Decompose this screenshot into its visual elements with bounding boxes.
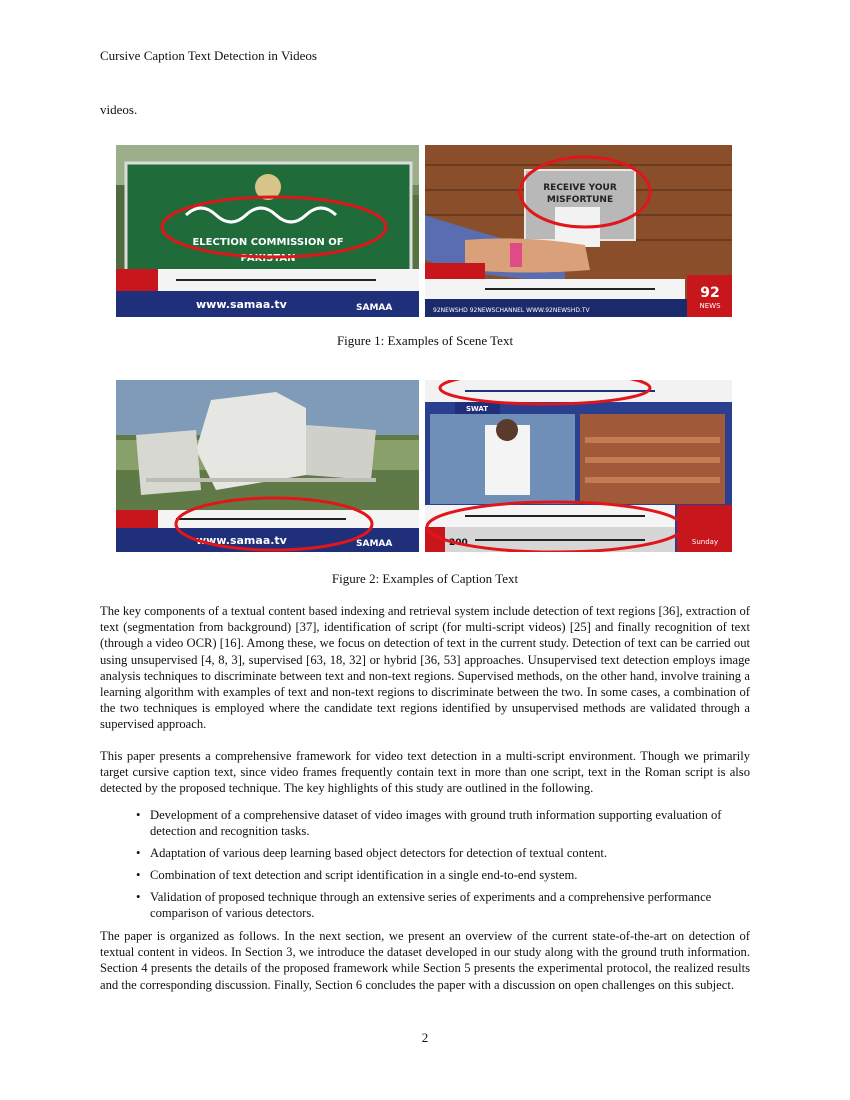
svg-text:92: 92 <box>700 285 720 301</box>
paragraph-components: The key components of a textual content based indexing and retrieval system include detection of text regions [36], extraction of text (segmentation from background) [37], identification of script (for multi-script videos) [25] and finally recognition of text (through a video OCR) [16]. Among these, we focus on detection of text in the current study. Detection of text can be carried out using unsupervised [4, 8, 3], supervised [63, 18, 32] or hybrid [36, 53] approaches. Unsupervised text detection employs image analysis techniques to discriminate between text and non-text regions. Supervised methods, on the other hand, involve training a learning algorithm with examples of text and non-text regions to discriminate between the two. In some cases, a combination of the two techniques is employed where the candidate text regions identified by unsupervised methods are validated through a supervised approach. <box>100 604 750 732</box>
news-footer: 92NEWSHD 92NEWSCHANNEL WWW.92NEWSHD.TV <box>433 307 590 314</box>
supreme-court-building <box>196 392 306 490</box>
svg-text:NEWS: NEWS <box>699 302 721 310</box>
samaa-url: www.samaa.tv <box>196 298 287 311</box>
list-item: • Adaptation of various deep learning based object detectors for detection of textual content. <box>136 846 608 860</box>
figure-1-left-image <box>116 145 419 317</box>
location-tag: SWAT <box>465 405 489 413</box>
figure-2 <box>116 380 732 552</box>
page-number: 2 <box>421 1030 429 1045</box>
card-line-2: MISFORTUNE <box>546 195 614 205</box>
running-title: Cursive Caption Text Detection in Videos <box>100 48 317 63</box>
sign-line-2: PAKISTAN <box>240 253 296 264</box>
samaa-logo: SAMAA <box>356 303 393 313</box>
figure-1-caption: Figure 1: Examples of Scene Text <box>336 333 514 348</box>
figure-2-caption: Figure 2: Examples of Caption Text <box>331 571 519 586</box>
highlights-list <box>136 807 750 927</box>
list-item: • Combination of text detection and script identification in a single end-to-end system. <box>136 868 578 882</box>
svg-text:Sunday: Sunday <box>691 538 719 546</box>
ticker-number: 200 <box>449 538 468 548</box>
card-line-1: RECEIVE YOUR <box>543 183 617 193</box>
intro-fragment: videos. <box>100 102 138 117</box>
samaa-logo-2: SAMAA <box>356 539 393 549</box>
figure-2-left-image <box>116 380 419 552</box>
figure-1-right-image <box>425 145 732 317</box>
sign-line-1: ELECTION COMMISSION OF <box>192 237 344 248</box>
samaa-url-2: www.samaa.tv <box>196 534 287 547</box>
figure-1 <box>116 145 732 317</box>
paragraph-framework: This paper presents a comprehensive framework for video text detection in a multi-script environment. Though we primarily target cursive caption text, since video frames frequently contain text in more than one script, text in the Roman script is also detected by the proposed technique. The key highlights of this study are outlined in the following. <box>100 749 750 796</box>
list-item: • Development of a comprehensive dataset of video images with ground truth information supporting evaluation of detection and recognition tasks. <box>136 808 722 838</box>
figure-2-right-image <box>425 380 732 552</box>
paragraph-organization: The paper is organized as follows. In the next section, we present an overview of the current state-of-the-art on detection of textual content in videos. In Section 3, we introduce the dataset developed in our study along with the ground truth information. Section 4 presents the details of the proposed framework while Section 5 presents the experimental protocol, the realized results and the corresponding discussion. Finally, Section 6 concludes the paper with a discussion on open challenges on this subject. <box>100 929 750 992</box>
list-item: • Validation of proposed technique through an extensive series of experiments and a comprehensive performance comparison of various detectors. <box>136 890 712 920</box>
